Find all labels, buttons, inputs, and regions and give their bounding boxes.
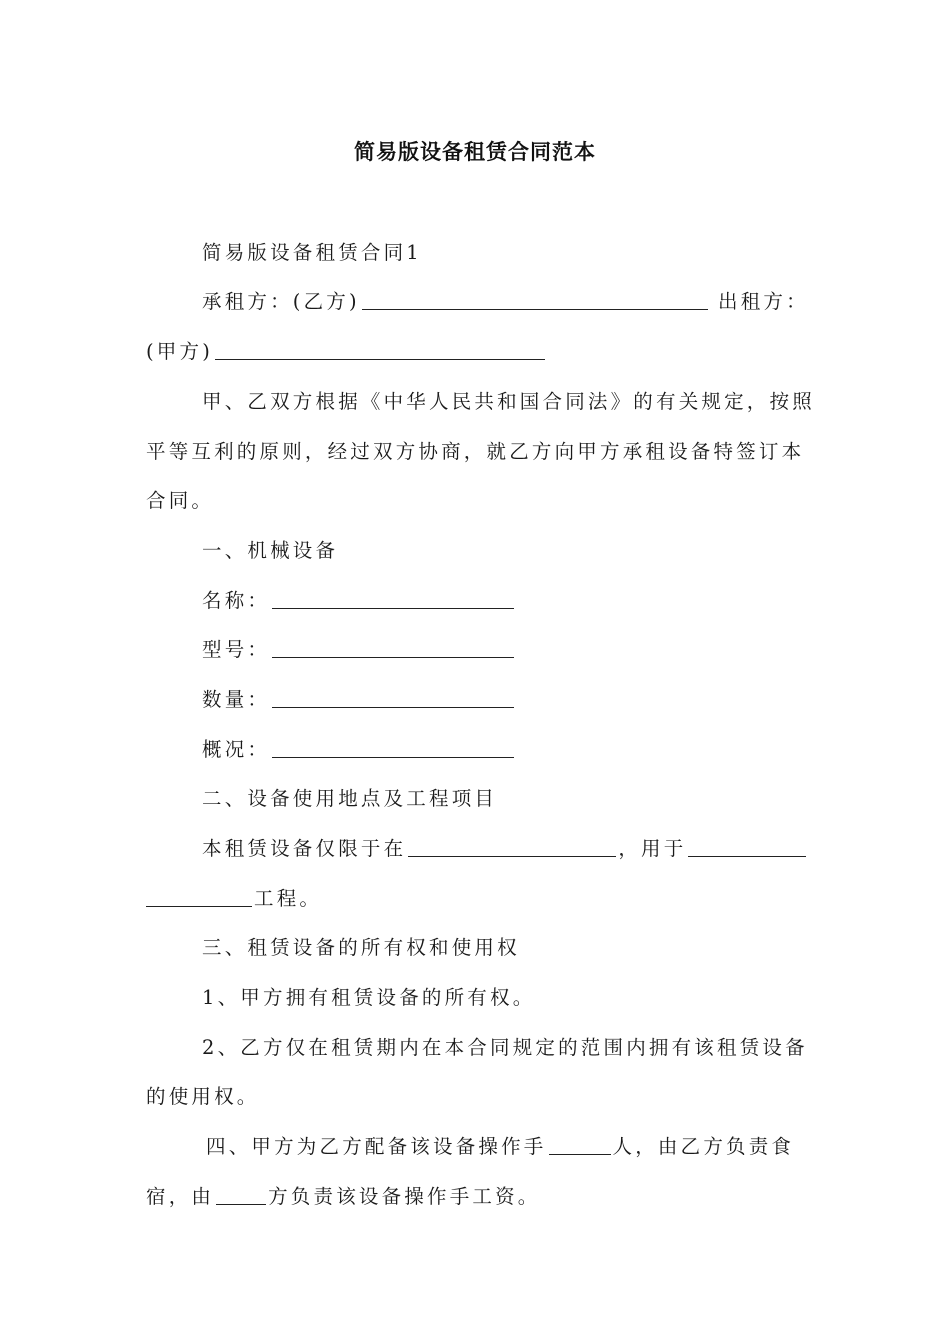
operator-suffix: 人，由乙方负责食: [612, 1135, 795, 1158]
model-blank[interactable]: [272, 639, 514, 658]
quantity-label: 数量：: [202, 688, 271, 711]
section3-item-2-line-1: 2、乙方仅在租赁期内在本合同规定的范围内拥有该租赁设备: [202, 1036, 808, 1059]
intro-line-2: 平等互利的原则，经过双方协商，就乙方向甲方承租设备特签订本: [146, 440, 805, 463]
lessor-blank[interactable]: [215, 341, 545, 360]
project-suffix: 工程。: [254, 887, 323, 910]
section3-heading: 三、租赁设备的所有权和使用权: [202, 936, 520, 959]
model-label: 型号：: [202, 638, 271, 661]
section2-line-1: [202, 836, 808, 862]
quantity-field-row: [202, 687, 516, 713]
operator-count-blank[interactable]: [549, 1136, 611, 1155]
lessor-label: 出租方：: [718, 290, 809, 313]
wage-prefix: 宿，由: [146, 1185, 215, 1208]
section2-line-2: [146, 886, 322, 912]
overview-field-row: [202, 737, 516, 763]
quantity-blank[interactable]: [272, 689, 514, 708]
section4-line-2: [146, 1184, 541, 1210]
overview-blank[interactable]: [272, 739, 514, 758]
wage-suffix: 方负责该设备操作手工资。: [268, 1185, 541, 1208]
section3-item-2-line-2: 的使用权。: [146, 1085, 260, 1108]
project-blank-start[interactable]: [688, 838, 806, 857]
usage-label: ，用于: [618, 837, 687, 860]
name-label: 名称：: [202, 589, 271, 612]
section3-item-1: 1、甲方拥有租赁设备的所有权。: [202, 986, 536, 1009]
document-title: 简易版设备租赁合同范本: [354, 140, 596, 164]
overview-label: 概况：: [202, 738, 271, 761]
project-blank-end[interactable]: [146, 888, 252, 907]
wage-party-blank[interactable]: [216, 1186, 266, 1205]
lessee-blank[interactable]: [362, 291, 708, 310]
location-blank[interactable]: [408, 838, 616, 857]
lessor-line: [146, 339, 547, 365]
operator-label: 四、甲方为乙方配备该设备操作手: [206, 1135, 547, 1158]
name-field-row: [202, 588, 516, 614]
contract-subtitle: 简易版设备租赁合同1: [202, 241, 422, 264]
lessee-label: 承租方：(乙方): [202, 290, 360, 313]
lessor-party: (甲方): [146, 340, 214, 363]
intro-line-3: 合同。: [146, 489, 215, 512]
lessee-line: [202, 289, 710, 315]
section4-line-1: [206, 1134, 794, 1160]
model-field-row: [202, 637, 516, 663]
section1-heading: 一、机械设备: [202, 539, 339, 562]
location-label: 本租赁设备仅限于在: [202, 837, 407, 860]
intro-line-1: 甲、乙双方根据《中华人民共和国合同法》的有关规定，按照: [202, 390, 815, 413]
name-blank[interactable]: [272, 590, 514, 609]
section2-heading: 二、设备使用地点及工程项目: [202, 787, 498, 810]
